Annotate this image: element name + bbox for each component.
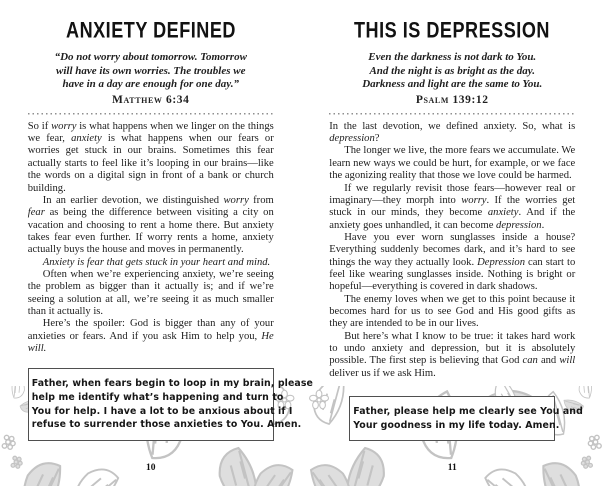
quote-line: Darkness and light are the same to You.: [362, 78, 543, 91]
body-paragraph: Often when we’re experiencing anxiety, we’re seeing the problem as bigger than it actually is; and if we’re seeing a solution at all, we’re seeing it as much smaller than it actually is.: [27, 268, 274, 317]
body-paragraph: Here’s the spoiler: God is bigger than any of your anxieties or fears. And if you ask Him to help you, He will.: [27, 318, 274, 354]
body-paragraph: If we regularly revisit those fears—however real or imaginary—they morph into worry. If the worries get stuck in our minds, they become anxiety. And if the anxiety goes unhandled, it can become depression.: [329, 182, 576, 231]
body-paragraph: In the last devotion, we defined anxiety. So, what is depression?: [329, 120, 576, 145]
page-title: ANXIETY DEFINED: [65, 18, 236, 43]
body-paragraph: But here’s what I know to be true: it takes hard work to undo anxiety and depression, but it is absolutely possible. The first step is believing that God can and will deliver us if we ask Him.: [329, 330, 576, 379]
devotion-body: [28, 121, 274, 356]
dotted-divider: [28, 113, 274, 115]
page-number: 10: [146, 463, 156, 473]
quote-line: Even the darkness is not dark to You.: [368, 51, 537, 63]
prayer-box: [28, 368, 313, 440]
scripture-quote: [329, 51, 575, 92]
page-title: THIS IS DEPRESSION: [354, 18, 551, 43]
prayer-line: Father, please help me clearly see You and: [353, 406, 583, 417]
prayer-line: refuse to surrender those anxieties to You. Amen.: [31, 419, 302, 431]
left-page-content: [27, 0, 313, 441]
prayer-line: Father, when fears begin to loop in my brain, please: [31, 378, 313, 390]
prayer-line: You for help. I have a lot to be anxious about if I: [31, 405, 293, 417]
body-paragraph: The longer we live, the more fears we accumulate. We learn new ways we could be hurt, for example, or we face the agonizing reality that those we love could be harmed.: [329, 145, 576, 182]
devotion-body: [329, 121, 575, 380]
quote-line: have in a day are enough for one day.”: [62, 78, 239, 91]
quote-line: And the night is as bright as the day.: [369, 64, 536, 77]
scripture-reference: Psalm 139:12: [415, 93, 489, 106]
prayer-line: Your goodness in my life today. Amen.: [353, 419, 560, 431]
right-page-content: [329, 0, 583, 441]
body-paragraph: So if worry is what happens when we linger on the things we fear, anxiety is what happens when our fears or worries get stuck in our brains. Sometimes this fear actually starts to feel like it’s looping in our brains—like the words on a digital sign in front of a bank or church building.: [27, 120, 274, 194]
prayer-line: help me identify what’s happening and turn to: [31, 391, 284, 403]
body-paragraph: The enemy loves when we get to this point because it becomes hard for us to see God and His good gifts as they are intended to be in our lives.: [329, 293, 576, 330]
body-paragraph: Anxiety is fear that gets stuck in your heart and mind.: [42, 256, 271, 268]
quote-line: “Do not worry about tomorrow. Tomorrow: [54, 51, 247, 63]
body-paragraph: In an earlier devotion, we distinguished worry from fear as being the difference between visiting a city on vacation and choosing to rent a home there. But anxiety takes fear even further. If worry rents a home, anxiety actually buys the house and moves in permanently.: [27, 194, 274, 256]
scripture-reference: Matthew 6:34: [112, 93, 190, 106]
dotted-divider: [329, 113, 575, 115]
prayer-box: [349, 396, 583, 441]
right-page: [302, 0, 603, 486]
page-number: 11: [447, 463, 457, 473]
quote-line: will have its own worries. The troubles we: [56, 64, 246, 77]
scripture-quote: [28, 51, 274, 92]
body-paragraph: Have you ever worn sunglasses inside a house? Everything suddenly becomes dark, and it’s hard to see things the way they actually look. Depression can start to feel like wearing sunglasses inside. Nothing is bright or hopeful—everything is covered in dark shadows.: [329, 231, 576, 293]
